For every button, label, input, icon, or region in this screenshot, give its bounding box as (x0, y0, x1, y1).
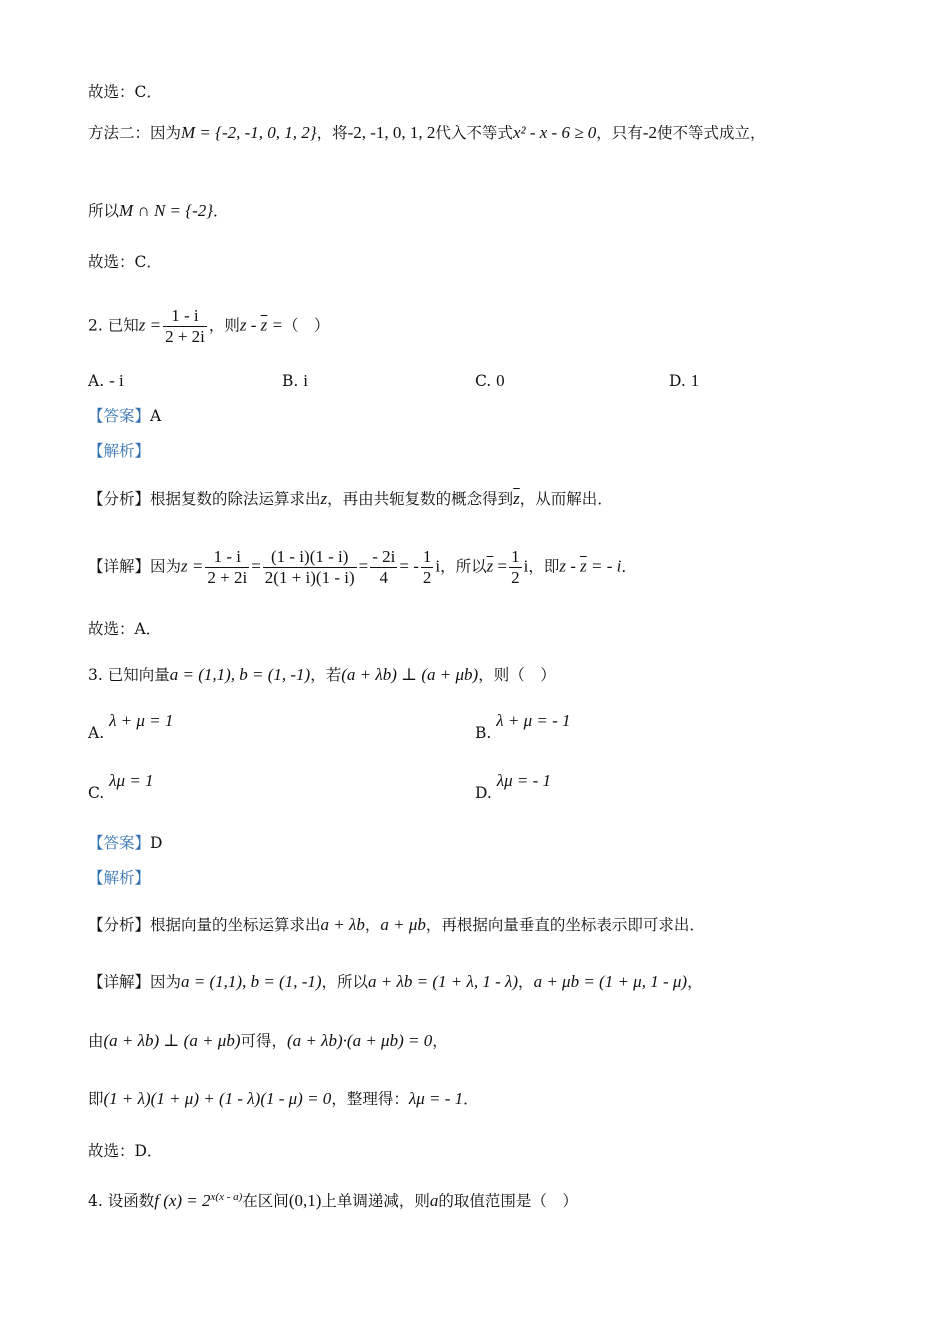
text: ，则 (208, 316, 240, 335)
answer-value: D (150, 834, 163, 852)
option-value: λ + μ = 1 (109, 711, 174, 730)
denominator: 2(1 + i)(1 - i) (264, 568, 355, 587)
intersection-line (88, 200, 229, 222)
set-m-expr: M = {-2, -1, 0, 1, 2} (181, 123, 317, 142)
option-label: A. (88, 372, 105, 390)
text: ，再根据向量垂直的坐标表示即可求出． (425, 916, 705, 934)
option-a (88, 370, 124, 392)
answer-tag: 【答案】 (88, 407, 151, 425)
option-value: λμ = - 1 (496, 771, 552, 790)
fraction (163, 306, 207, 347)
denominator: 2 + 2i (165, 327, 205, 346)
text: ，只有 (596, 124, 643, 142)
option-value: 1 (690, 371, 700, 390)
expr: a + μb = (1 + μ, 1 - μ) (533, 972, 688, 991)
text: ，整理得： (331, 1090, 409, 1108)
text: 因为 (150, 973, 182, 991)
fenxi-tag: 【分析】 (88, 916, 151, 934)
numerator: 1 (511, 547, 520, 566)
xiangjie-tag: 【详解】 (88, 557, 151, 576)
text: ． (463, 1090, 479, 1108)
text: ， (687, 973, 703, 991)
fraction (263, 547, 357, 588)
option-label: D. (669, 372, 686, 390)
text: ，所以 (440, 557, 487, 576)
text: 即 (88, 1090, 104, 1108)
conclusion-text: 故选：D． (88, 1142, 163, 1160)
text: 根据向量的坐标运算求出 (150, 916, 321, 934)
option-c (88, 771, 154, 804)
option-b (475, 711, 571, 744)
function-expr: f (x) = 2 (154, 1191, 211, 1211)
inequality-expr: x² - x - 6 ≥ 0 (512, 123, 597, 142)
text: ，再由共轭复数的概念得到 (327, 490, 514, 508)
text: ，若 (310, 666, 342, 684)
text: ，从而解出． (519, 490, 613, 508)
text: 可得， (240, 1032, 288, 1050)
z-var: z (320, 489, 328, 508)
z-expr: z = (181, 556, 204, 576)
text: 由 (88, 1032, 104, 1050)
option-value: λ + μ = - 1 (496, 711, 571, 730)
z-conjugate: $\overline{z}$ (260, 315, 268, 335)
expr: a + μb (380, 915, 426, 934)
text: ，则（ ） (478, 666, 556, 684)
numerator: (1 - i)(1 - i) (263, 547, 357, 568)
option-d (475, 771, 552, 804)
question-number: 2. 已知 (88, 316, 139, 335)
fraction (370, 547, 397, 588)
denominator: 2 (422, 568, 432, 587)
text: 在区间 (242, 1192, 289, 1211)
a-var: a (429, 1191, 439, 1211)
denominator: 4 (379, 568, 389, 587)
interval-expr: (0,1) (288, 1191, 322, 1211)
option-value: - i (109, 371, 124, 390)
text: 因为 (150, 557, 182, 576)
answer-tag: 【答案】 (88, 834, 151, 852)
exponent: x(x - a) (210, 1191, 243, 1203)
result-expr: z - (559, 556, 581, 576)
derivation-line (88, 1088, 479, 1110)
expr: (1 + λ)(1 + μ) + (1 - λ)(1 - μ) = 0 (103, 1089, 332, 1108)
text: ，即 (528, 557, 560, 576)
conclusion-text: 故选：C． (88, 253, 162, 271)
text: ，将 (316, 124, 348, 142)
option-value: i (303, 371, 308, 390)
answer-value: A (150, 407, 162, 425)
analysis-tag: 【解析】 (88, 869, 151, 887)
expr: a + λb (320, 915, 365, 934)
answer-line (88, 832, 162, 854)
expr: (a + λb)·(a + μb) = 0 (287, 1031, 433, 1050)
text: ． (621, 557, 637, 576)
text: 上单调递减，则 (321, 1192, 430, 1211)
intersection-expr: M ∩ N = {-2} (119, 201, 214, 220)
xiangjie-line: 【详解】因为z = $\frac{1 - i}{2 + 2i}$ = $\frac{(1 - i)(1 - i)}{2(1 + i)(1 - i)}$ = $\frac{- 2i}{4}$ = - $\frac{1}{2}$ i，所以$\overline{z}$ = $\frac{1}{2}$ i，即z - $\overline{z}$ = - i． (88, 547, 637, 587)
option-label: D. (475, 784, 492, 802)
option-value: 0 (496, 371, 505, 390)
i-unit: i (435, 556, 441, 576)
option-a (88, 711, 174, 744)
question-2-stem (88, 306, 330, 347)
text: ，所以 (321, 973, 369, 991)
z-conjugate: $\overline{z}$ (580, 556, 587, 576)
condition-expr: (a + λb) ⊥ (a + μb) (341, 665, 479, 684)
option-d (669, 370, 699, 392)
xiangjie-line (88, 971, 703, 993)
derivation-line (88, 1030, 448, 1052)
expr: λμ = - 1 (408, 1089, 464, 1108)
method-two-line (88, 122, 765, 144)
option-label: C. (475, 372, 492, 390)
option-value: λμ = 1 (109, 771, 154, 790)
option-c (475, 370, 505, 392)
option-label: B. (475, 724, 492, 742)
fenxi-line (88, 914, 705, 936)
expr: a = (1,1), b = (1, -1) (181, 972, 322, 991)
numerator: 1 (422, 547, 432, 566)
text: 根据复数的除法运算求出 (150, 490, 321, 508)
question-3-stem (88, 664, 556, 686)
text: ， (364, 916, 381, 934)
question-number: 4. 设函数 (88, 1192, 155, 1211)
question-number: 3. 已知向量 (88, 666, 170, 684)
fenxi-line (88, 488, 613, 510)
equals: = (267, 315, 284, 335)
equals: = (493, 556, 508, 576)
text: 代入不等式 (435, 124, 513, 142)
fraction (509, 547, 522, 588)
text: 使不等式成立， (656, 124, 766, 142)
z-conjugate: $\overline{z}$ (513, 489, 520, 508)
expr: z - (239, 315, 261, 335)
paren: （ ） (283, 316, 330, 335)
value-expr: -2 (642, 123, 657, 142)
option-b (282, 370, 308, 392)
option-label: C. (88, 784, 105, 802)
text: 所以 (88, 202, 120, 220)
text: 的取值范围是（ ） (438, 1192, 578, 1211)
text: ． (213, 202, 229, 220)
minus: = - (399, 556, 419, 576)
denominator: 2 (511, 568, 520, 587)
method-two-label: 方法二：因为 (88, 124, 182, 142)
expr: (a + λb) ⊥ (a + μb) (103, 1031, 241, 1050)
denominator: 2 + 2i (207, 568, 248, 587)
analysis-line (88, 867, 150, 889)
numerator: 1 - i (163, 306, 207, 327)
option-label: B. (282, 372, 299, 390)
z-conjugate: $\overline{z}$ (486, 556, 494, 576)
option-label: A. (88, 724, 105, 742)
expr: a + λb = (1 + λ, 1 - λ) (368, 972, 519, 991)
i-unit: i (523, 556, 529, 576)
text: ， (432, 1032, 448, 1050)
question-4-stem (88, 1186, 578, 1212)
result-end: = - i (586, 556, 622, 576)
analysis-line (88, 440, 150, 462)
values-expr: -2, -1, 0, 1, 2 (347, 123, 436, 142)
fenxi-tag: 【分析】 (88, 490, 151, 508)
numerator: - 2i (372, 547, 396, 566)
fraction (421, 547, 434, 588)
analysis-tag: 【解析】 (88, 442, 151, 460)
answer-line (88, 405, 161, 427)
conclusion-text: 故选：A． (88, 620, 162, 638)
conclusion-text: 故选：C． (88, 83, 162, 101)
vectors-expr: a = (1,1), b = (1, -1) (169, 665, 311, 684)
numerator: 1 - i (205, 547, 249, 568)
xiangjie-tag: 【详解】 (88, 973, 151, 991)
z-expr: z = (138, 315, 162, 335)
fraction (205, 547, 249, 588)
text: ， (518, 973, 534, 991)
